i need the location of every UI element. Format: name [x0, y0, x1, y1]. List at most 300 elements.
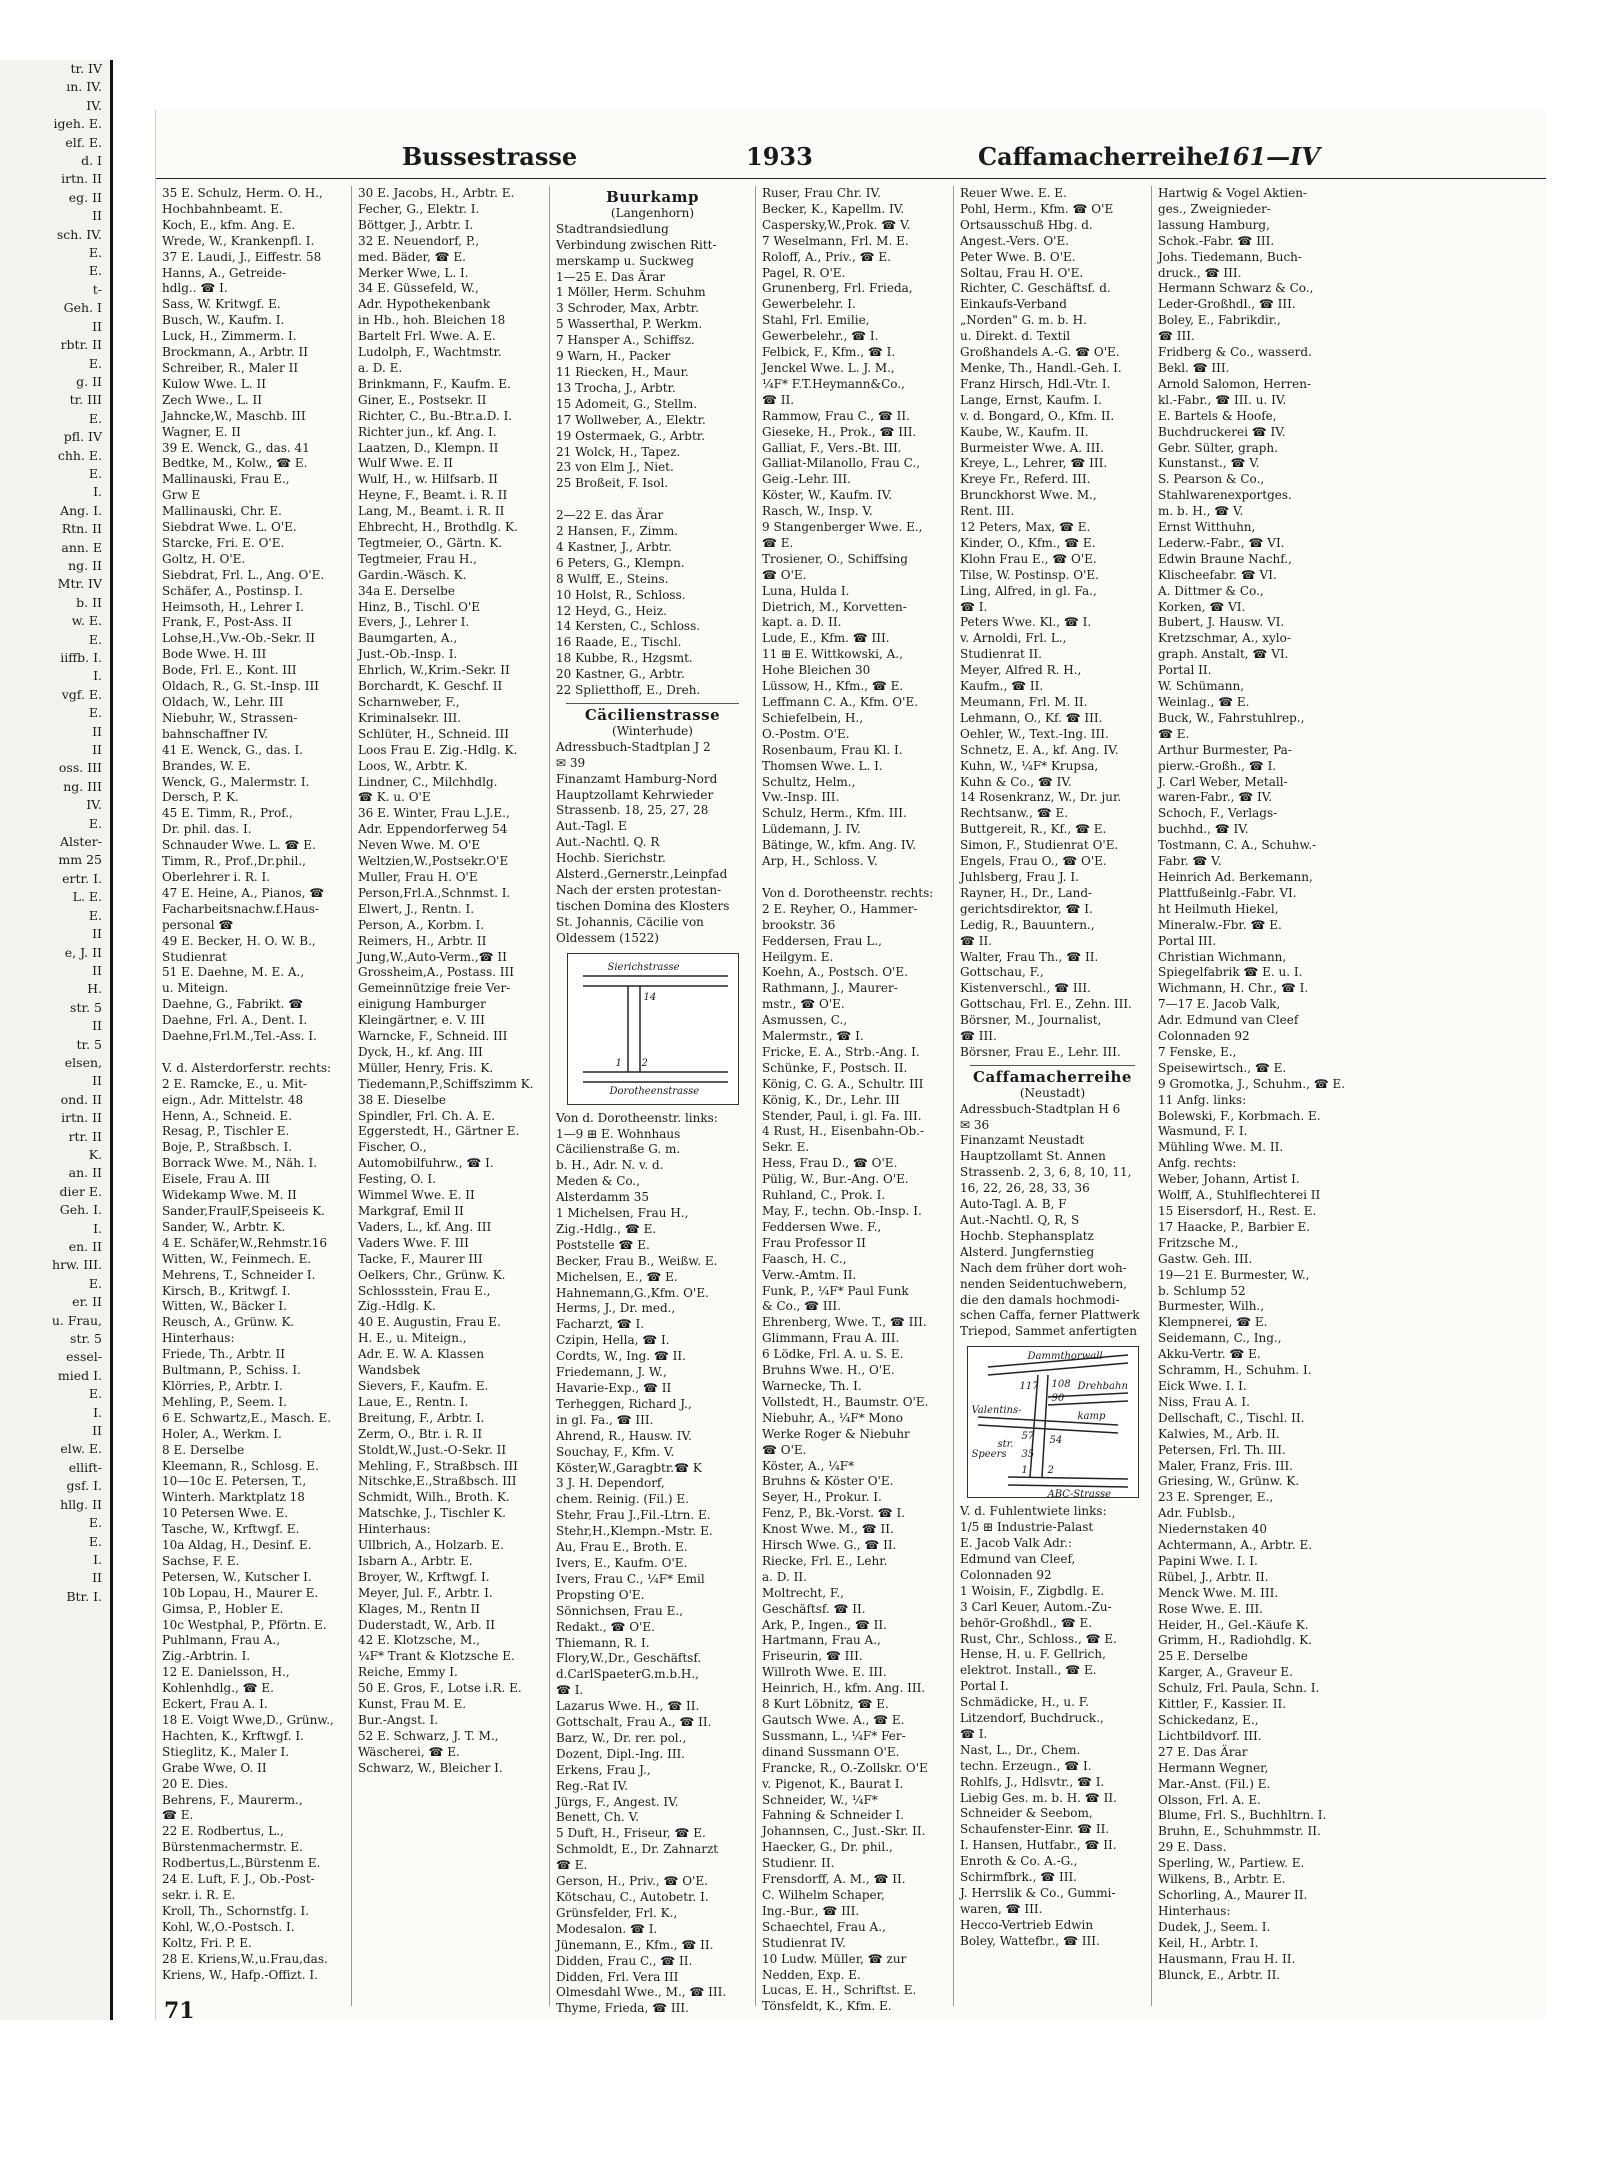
directory-entry: Nach dem früher dort woh- [960, 1260, 1127, 1275]
directory-entry: Frank, F., Post-Ass. II [162, 615, 292, 630]
directory-entry: merskamp u. Suckweg [556, 253, 695, 268]
directory-entry: Portal III. [1158, 933, 1217, 948]
directory-entry: Niss, Frau A. I. [1158, 1394, 1250, 1409]
directory-entry: Borchardt, K. Geschf. II [358, 679, 503, 694]
strip-line: ond. II [60, 1091, 102, 1107]
directory-entry: Kohl, W.,O.-Postsch. I. [162, 1919, 295, 1934]
directory-entry: 2—22 E. das Ärar [556, 508, 664, 523]
directory-entry: Nach der ersten protestan- [556, 882, 722, 897]
directory-entry: 14 Rosenkranz, W., Dr. jur. [960, 790, 1122, 805]
directory-entry: Brunckhorst Wwe. M., [960, 488, 1097, 503]
directory-entry: Hochb. Sierichstr. [556, 851, 666, 866]
directory-entry: Richter, C. Geschäftsf. d. [960, 281, 1111, 296]
directory-entry: Gottschau, F., [960, 965, 1044, 980]
directory-entry: Facharzt, ☎ I. [556, 1317, 645, 1332]
directory-entry: Adr. Fublsb., [1158, 1506, 1236, 1521]
directory-entry: Bruhns Wwe. H., O'E. [762, 1363, 895, 1378]
directory-entry: Francke, R., O.-Zollskr. O'E [762, 1760, 928, 1775]
directory-entry: Boley, E., Fabrikdir., [1158, 313, 1281, 328]
directory-entry: Achtermann, A., Arbtr. E. [1158, 1538, 1313, 1553]
directory-entry: Person, A., Korbm. I. [358, 917, 485, 932]
directory-entry: Colonnaden 92 [960, 1567, 1052, 1582]
directory-entry: Schaufenster-Einr. ☎ II. [960, 1822, 1110, 1837]
directory-entry: Giner, E., Postsekr. II [358, 392, 487, 407]
directory-entry: Rasch, W., Insp. V. [762, 504, 873, 519]
directory-entry: 24 E. Luft, F. J., Ob.-Post- [162, 1872, 315, 1887]
directory-entry: nenden Seidentuchwebern, [960, 1276, 1127, 1291]
directory-entry: behör-Großhdl., ☎ E. [960, 1615, 1093, 1630]
directory-entry: Reusch, A., Grünw. K. [162, 1315, 295, 1330]
directory-entry: Papini Wwe. I. I. [1158, 1553, 1258, 1568]
directory-entry: Grunenberg, Frl. Frieda, [762, 281, 913, 296]
directory-entry: Kreye Fr., Referd. III. [960, 472, 1091, 487]
strip-line: irtn. II [61, 171, 102, 187]
directory-entry: Gastw. Geh. III. [1158, 1251, 1253, 1266]
directory-entry: Korken, ☎ VI. [1158, 599, 1246, 614]
directory-entry: Hausmann, Frau H. II. [1158, 1951, 1296, 1966]
directory-entry: Stoldt,W.,Just.-O-Sekr. II [358, 1442, 507, 1457]
street-district: (Neustadt) [1019, 1085, 1086, 1100]
directory-entry: 16, 22, 26, 28, 33, 36 [960, 1181, 1090, 1196]
directory-entry: V. d. Fuhlentwiete links: [960, 1504, 1107, 1519]
directory-entry: Haecker, G., Dr. phil., [762, 1840, 893, 1855]
strip-line: en. II [68, 1239, 102, 1254]
strip-line: hllg. II [60, 1496, 102, 1512]
strip-line: E. [88, 245, 102, 261]
directory-entry: Tilse, W. Postinsp. O'E. [960, 567, 1099, 582]
directory-entry: 27 E. Das Ärar [1158, 1744, 1248, 1759]
directory-entry: Finanzamt Neustadt [960, 1133, 1085, 1148]
directory-entry: Plattfußeinlg.-Fabr. VI. [1158, 885, 1297, 900]
directory-entry: Tegtmeier, Frau H., [358, 551, 477, 566]
directory-entry: Liebig Ges. m. b. H. ☎ II. [960, 1790, 1117, 1805]
map-label: 54 [1049, 1435, 1063, 1447]
strip-line: Rtn. II [61, 521, 102, 537]
directory-entry: Kreye, L., Lehrer, ☎ III. [960, 456, 1108, 471]
directory-entry: Schaechtel, Frau A., [762, 1919, 886, 1934]
directory-entry: Mallinauski, Frau E., [162, 472, 290, 487]
directory-entry: J. Herrslik & Co., Gummi- [960, 1886, 1116, 1900]
directory-entry: Schwarz, W., Bleicher I. [358, 1760, 503, 1775]
directory-entry: Wolff, A., Stuhlflechterei II [1158, 1188, 1321, 1203]
section-divider [970, 1065, 1135, 1066]
directory-entry: v. d. Bongard, O., Kfm. II. [960, 408, 1115, 423]
directory-entry: Wichmann, H. Chr., ☎ I. [1158, 981, 1309, 996]
directory-entry: 1—25 E. Das Ärar [556, 269, 666, 284]
strip-line: E. [88, 1515, 102, 1531]
directory-entry: Colonnaden 92 [1158, 1029, 1250, 1044]
directory-entry: Rosenbaum, Frau Kl. I. [762, 742, 903, 757]
directory-entry: Hinterhaus: [1158, 1903, 1231, 1918]
strip-line: b. II [76, 594, 102, 610]
directory-entry: H. E., u. Miteign., [358, 1331, 467, 1346]
directory-entry: ges., Zweignieder- [1158, 201, 1271, 216]
directory-entry: 10—10c E. Petersen, T., [162, 1474, 307, 1489]
directory-entry: Gerson, H., Priv., ☎ O'E. [556, 1874, 708, 1889]
directory-entry: Bubert, J. Hausw. VI. [1158, 615, 1285, 630]
directory-entry: Kalwies, M., Arb. II. [1158, 1426, 1280, 1441]
directory-entry: Fenz, P., Bk.-Vorst. ☎ I. [762, 1506, 906, 1521]
directory-entry: Ruhland, C., Prok. I. [762, 1188, 886, 1203]
strip-line: H. [87, 981, 102, 997]
directory-entry: Koltz, Fri. P. E. [162, 1935, 252, 1950]
strip-line: chh. E. [57, 447, 102, 463]
directory-entry: König, K., Dr., Lehr. III [762, 1092, 900, 1107]
directory-entry: Laatzen, D., Klempn. II [358, 440, 499, 455]
directory-entry: Tiedemann,P.,Schiffszimm K. [358, 1076, 534, 1091]
directory-entry: Hachten, K., Krftwgf. I. [162, 1728, 304, 1743]
directory-entry: Menke, Th., Handl.-Geh. I. [960, 360, 1122, 375]
directory-entry: Grünsfelder, Frl. K., [556, 1905, 678, 1920]
map-label: Drehbahn [1077, 1381, 1128, 1393]
strip-line: w. E. [71, 613, 102, 629]
directory-entry: Knost Wwe. M., ☎ II. [762, 1522, 894, 1537]
directory-entry: Malermstr., ☎ I. [762, 1029, 864, 1044]
street-district: (Winterhude) [612, 723, 693, 738]
directory-entry: 28 E. Kriens,W.,u.Frau,das. [162, 1951, 328, 1966]
directory-entry: Kretzschmar, A., xylo- [1158, 631, 1291, 646]
directory-entry: eign., Adr. Mittelstr. 48 [162, 1092, 304, 1107]
directory-entry: Isbarn A., Arbtr. E. [358, 1553, 473, 1568]
strip-line: E. [88, 705, 102, 721]
directory-entry: Sussmann, L., ¼F* Fer- [762, 1728, 906, 1743]
directory-entry: Litzendorf, Buchdruck., [960, 1711, 1104, 1726]
directory-entry: Ing.-Bur., ☎ III. [762, 1903, 860, 1918]
strip-line: eg. II [68, 189, 102, 205]
directory-entry: Wäscherei, ☎ E. [358, 1744, 460, 1759]
directory-entry: Schnetz, E. A., kf. Ang. IV. [960, 742, 1119, 757]
strip-line: E. [88, 1386, 102, 1402]
directory-entry: Adressbuch-Stadtplan J 2 [556, 739, 711, 754]
directory-entry: 23 E. Sprenger, E., [1158, 1490, 1274, 1505]
directory-entry: Juhlsberg, Frau J. I. [960, 869, 1079, 884]
directory-entry: Hermann Schwarz & Co., [1158, 281, 1314, 296]
directory-entry: Hochbahnbeamt. E. [162, 201, 283, 216]
directory-entry: Leder-Großhdl., ☎ III. [1158, 297, 1296, 312]
directory-entry: Gottschalt, Frau A., ☎ II. [556, 1715, 712, 1730]
directory-entry: Portal I. [960, 1679, 1009, 1694]
directory-entry: Evers, J., Lehrer I. [358, 615, 470, 630]
directory-entry: 4 Rust, H., Eisenbahn-Ob.- [762, 1124, 925, 1139]
directory-entry: Koehn, A., Postsch. O'E. [762, 965, 908, 980]
directory-entry: Becker, Frau B., Weißw. E. [556, 1253, 718, 1268]
directory-entry: Weltzien,W.,Postsekr.O'E [358, 854, 509, 869]
directory-entry: Reuer Wwe. E. E. [960, 186, 1067, 200]
directory-entry: Lohse,H.,Vw.-Ob.-Sekr. II [162, 631, 315, 646]
strip-line: mied I. [57, 1367, 102, 1383]
directory-entry: Eggerstedt, H., Gärtner E. [358, 1124, 520, 1139]
directory-entry: Stender, Paul, i. gl. Fa. III. [762, 1108, 922, 1123]
strip-line: mm 25 [58, 852, 102, 868]
directory-entry: 50 E. Gros, F., Lotse i.R. E. [358, 1681, 522, 1696]
strip-line: elw. E. [60, 1441, 102, 1457]
directory-entry: Hauptzollamt St. Annen [960, 1149, 1106, 1164]
directory-entry: Elwert, J., Rentn. I. [358, 901, 475, 916]
directory-entry: druck., ☎ III. [1158, 265, 1242, 280]
directory-entry: 3 Carl Keuer, Autom.-Zu- [960, 1599, 1112, 1614]
strip-line: IV. [86, 797, 102, 813]
directory-entry: 10b Lopau, H., Maurer E. [162, 1585, 319, 1600]
directory-entry: dinand Sussmann O'E. [762, 1744, 900, 1759]
directory-entry: Johs. Tiedemann, Buch- [1158, 249, 1302, 264]
directory-entry: Meyer, Jul. F., Arbtr. I. [358, 1585, 493, 1600]
directory-entry: Adr. E. W. A. Klassen [358, 1347, 485, 1362]
directory-entry: St. Johannis, Cäcilie von [556, 914, 704, 929]
directory-entry: Kulow Wwe. L. II [162, 376, 266, 391]
directory-entry: Wrede, W., Krankenpfl. I. [162, 233, 315, 248]
directory-entry: 15 Adomeit, G., Stellm. [556, 396, 698, 411]
directory-entry: Verw.-Amtm. II. [762, 1267, 857, 1282]
directory-entry: Brinkmann, F., Kaufm. E. [358, 376, 511, 391]
directory-entry: Kaube, W., Kaufm. II. [960, 424, 1089, 439]
directory-entry: Stahl, Frl. Emilie, [762, 313, 870, 328]
directory-entry: 10c Westphal, P., Pförtn. E. [162, 1617, 327, 1632]
strip-line: sch. IV. [56, 226, 102, 242]
map-label: kamp [1077, 1411, 1106, 1423]
adjacent-page-strip [0, 60, 113, 2020]
directory-entry: Heyne, F., Beamt. i. R. II [358, 488, 508, 503]
directory-entry: Klages, M., Rentn II [358, 1601, 480, 1616]
strip-line: E. [88, 631, 102, 647]
directory-entry: Oldach, W., Lehr. III [162, 695, 284, 709]
strip-line: ng. II [68, 557, 102, 573]
directory-entry: 49 E. Becker, H. O. W. B., [162, 933, 316, 948]
map-label: Dammthorwall [1027, 1351, 1103, 1363]
directory-entry: Wulf Wwe. E. II [358, 456, 453, 471]
strip-line: iiffb. I. [60, 650, 102, 665]
directory-entry: Meden & Co., [556, 1174, 641, 1189]
directory-entry: Lange, Ernst, Kaufm. I. [960, 392, 1102, 407]
street-heading: Caffamacherreihe [973, 1067, 1132, 1086]
directory-entry: Willroth Wwe. E. III. [762, 1665, 887, 1680]
directory-entry: lassung Hamburg, [1158, 217, 1270, 232]
directory-entry: 36 E. Winter, Frau L.J.E., [358, 806, 510, 821]
directory-entry: Pohl, Herm., Kfm. ☎ O'E [960, 201, 1114, 216]
directory-entry: Rent. III. [960, 504, 1015, 519]
directory-entry: Auto-Tagl. A. B, F [960, 1197, 1067, 1212]
directory-entry: Köster, W., Kaufm. IV. [762, 488, 893, 503]
directory-entry: Hanns, A., Getreide- [162, 265, 286, 280]
directory-entry: Speisewirtsch., ☎ E. [1158, 1060, 1287, 1075]
directory-entry: Aut.-Nachtl. Q, R, S [960, 1213, 1080, 1227]
directory-entry: Tasche, W., Krftwgf. E. [162, 1522, 300, 1537]
directory-entry: Fischer, O., [358, 1140, 427, 1155]
directory-entry: 12 Heyd, G., Heiz. [556, 603, 667, 618]
caffa-street-map [967, 1346, 1139, 1501]
directory-entry: Niebuhr, W., Strassen- [162, 710, 298, 725]
directory-entry: Adr. Hypothekenbank [358, 297, 491, 312]
directory-entry: Lüssow, H., Kfm., ☎ E. [762, 679, 904, 694]
directory-entry: Dozent, Dipl.-Ing. III. [556, 1746, 686, 1761]
directory-entry: Didden, Frl. Vera III [556, 1969, 679, 1984]
directory-entry: 2 E. Reyher, O., Hammer- [762, 901, 918, 916]
directory-entry: Kriens, W., Hafp.-Offizt. I. [162, 1967, 318, 1982]
directory-entry: ☎ II. [960, 933, 993, 948]
directory-entry: Herms, J., Dr. med., [556, 1301, 676, 1316]
directory-entry: Gottschau, Frl. E., Zehn. III. [960, 997, 1132, 1012]
directory-entry: Faasch, H. C., [762, 1251, 847, 1266]
directory-entry: Felbick, F., Kfm., ☎ I. [762, 345, 896, 360]
directory-entry: 45 E. Timm, R., Prof., [162, 806, 293, 821]
directory-entry: 25 Broßeit, F. Isol. [556, 476, 669, 491]
directory-entry: 1 Woisin, F., Zigbdlg. E. [960, 1583, 1105, 1598]
directory-entry: Dudek, J., Seem. I. [1158, 1919, 1271, 1934]
directory-entry: Kroll, Th., Schornstfg. I. [162, 1903, 310, 1918]
directory-entry: Buck, W., Fahrstuhlrep., [1158, 710, 1305, 725]
strip-line: II [92, 1018, 102, 1034]
cacilien-street-map [567, 953, 739, 1105]
directory-entry: Kirsch, B., Kritwgf. I. [162, 1283, 291, 1298]
directory-entry: 4 Kastner, J., Arbtr. [556, 539, 672, 554]
directory-entry: 7 Weselmann, Frl. M. E. [762, 233, 909, 248]
directory-entry: Schmidt, Wilh., Broth. K. [358, 1490, 510, 1505]
directory-entry: Zech Wwe., L. II [162, 392, 262, 407]
directory-entry: Sperling, W., Partiew. E. [1158, 1856, 1305, 1871]
directory-entry: ☎ E. [162, 1808, 194, 1823]
directory-entry: Winterh. Marktplatz 18 [162, 1490, 305, 1505]
directory-entry: brookstr. 36 [762, 917, 836, 932]
directory-entry: bahnschaffner IV. [162, 726, 269, 741]
map-label: 117 [1019, 1381, 1039, 1393]
street-heading: Cäcilienstrasse [584, 706, 721, 724]
directory-entry: Thyme, Frieda, ☎ III. [556, 2001, 689, 2016]
directory-entry: Sievers, F., Kaufm. E. [358, 1378, 489, 1393]
directory-entry: Menck Wwe. M. III. [1158, 1585, 1279, 1600]
directory-entry: 1 Michelsen, Frau H., [556, 1206, 689, 1221]
directory-entry: Schmoldt, E., Dr. Zahnarzt [556, 1842, 719, 1857]
directory-entry: 11 Riecken, H., Maur. [556, 364, 689, 379]
directory-entry: Schlossstein, Frau E., [358, 1283, 491, 1298]
directory-entry: Rübel, J., Arbtr. II. [1158, 1569, 1269, 1584]
directory-entry: Seidemann, C., Ing., [1158, 1331, 1282, 1346]
strip-line: II [92, 318, 102, 334]
directory-entry: 18 E. Voigt Wwe,D., Grünw., [162, 1713, 334, 1727]
directory-entry: Sass, W. Kritwgf. E. [162, 297, 281, 312]
directory-entry: Kötschau, C., Autobetr. I. [556, 1890, 709, 1904]
directory-entry: C. Wilhelm Schaper, [762, 1887, 885, 1902]
directory-entry: Fecher, G., Elektr. I. [358, 201, 480, 216]
directory-entry: Kuhn & Co., ☎ IV. [960, 774, 1072, 789]
directory-entry: Eick Wwe. I. I. [1158, 1378, 1247, 1393]
directory-entry: Peter Wwe. B. O'E. [960, 249, 1076, 264]
directory-entry: Jung,W.,Auto-Verm.,☎ II [358, 949, 507, 964]
directory-entry: Puhlmann, Frau A., [162, 1633, 281, 1648]
strip-line: IV. [86, 97, 102, 113]
directory-entry: 10 Ludw. Müller, ☎ zur [762, 1951, 907, 1966]
directory-entry: Wulf, H., w. Hilfsarb. II [358, 472, 498, 487]
directory-entry: waren, ☎ III. [960, 1901, 1043, 1916]
directory-entry: tischen Domina des Klosters [556, 898, 730, 913]
directory-entry: Soltau, Frau H. O'E. [960, 265, 1084, 280]
directory-entry: in Hb., hoh. Bleichen 18 [358, 313, 506, 328]
directory-entry: mstr., ☎ O'E. [762, 997, 845, 1012]
directory-entry: ht Heilmuth Hiekel, [1158, 901, 1279, 916]
strip-line: ın. IV. [66, 79, 102, 95]
strip-line: er. II [72, 1294, 102, 1310]
directory-entry: Wenck, G., Malermstr. I. [162, 774, 310, 789]
directory-entry: Oldach, R., G. St.-Insp. III [162, 679, 319, 694]
directory-entry: Schorling, A., Maurer II. [1158, 1887, 1308, 1902]
directory-entry: Schirmfbrk., ☎ III. [960, 1870, 1077, 1885]
directory-entry: 7 Hansper A., Schiffsz. [556, 333, 695, 348]
directory-entry: Kleingärtner, e. V. III [358, 1013, 485, 1028]
directory-entry: Grw E [162, 488, 201, 503]
directory-entry: buchhd., ☎ IV. [1158, 822, 1249, 837]
directory-entry: Feddersen Wwe. F., [762, 1219, 882, 1234]
directory-entry: Fritzsche M., [1158, 1235, 1239, 1250]
directory-entry: Facharbeitsnachw.f.Haus- [162, 901, 319, 916]
directory-entry: 47 E. Heine, A., Pianos, ☎ [162, 885, 325, 900]
directory-entry: Klörries, P., Arbtr. I. [162, 1378, 283, 1393]
directory-entry: „Norden" G. m. b. H. [960, 313, 1087, 328]
directory-entry: v. Arnoldi, Frl. L., [960, 631, 1067, 646]
directory-entry: Ling, Alfred, in gl. Fa., [960, 583, 1097, 598]
directory-entry: Peters Wwe. Kl., ☎ I. [960, 615, 1092, 630]
directory-entry: Ludolph, F., Wachtmstr. [358, 345, 502, 360]
directory-entry: Bolewski, F., Korbmach. E. [1158, 1108, 1321, 1123]
directory-entry: Grossheim,A., Postass. III [358, 965, 514, 980]
directory-entry: S. Pearson & Co., [1158, 472, 1265, 487]
directory-entry: Modesalon. ☎ I. [556, 1921, 658, 1936]
directory-entry: 21 Wolck, H., Tapez. [556, 444, 681, 459]
strip-line: E. [88, 355, 102, 371]
directory-entry: 3 Schroder, Max, Arbtr. [556, 301, 699, 316]
map-label: 108 [1051, 1379, 1071, 1391]
column-6 [1152, 186, 1350, 2006]
directory-entry: Poststelle ☎ E. [556, 1237, 650, 1252]
directory-entry: Holer, A., Werkm. I. [162, 1426, 282, 1441]
directory-entry: Gewerbelehr., ☎ I. [762, 329, 879, 344]
strip-line: e, J. II [64, 944, 102, 960]
column-1 [156, 186, 352, 2006]
directory-entry: Fridberg & Co., wasserd. [1158, 345, 1312, 360]
strip-line: g. II [76, 373, 102, 389]
directory-entry: Hinz, B., Tischl. O'E [358, 599, 481, 614]
directory-entry: elektrot. Install., ☎ E. [960, 1663, 1097, 1678]
directory-entry: A. Dittmer & Co., [1158, 583, 1264, 598]
page-header [156, 138, 1546, 179]
directory-entry: Muller, Frau H. O'E [358, 869, 478, 884]
directory-entry: Schneider & Seebom, [960, 1806, 1093, 1821]
directory-entry: Michelsen, E., ☎ E. [556, 1269, 678, 1284]
directory-entry: Jünemann, E., Kfm., ☎ II. [556, 1937, 714, 1952]
directory-entry: Galliat, F., Vers.-Bt. III. [762, 440, 902, 455]
directory-entry: Müller, Henry, Fris. K. [358, 1060, 494, 1075]
directory-entry: hdlg.. ☎ I. [162, 281, 228, 296]
directory-entry: Person,Frl.A.,Schnmst. I. [358, 885, 511, 900]
directory-entry: kl.-Fabr., ☎ III. u. IV. [1158, 392, 1287, 407]
directory-entry [762, 870, 947, 886]
directory-entry: Siebdrat, Frl. L., Ang. O'E. [162, 567, 325, 582]
directory-entry: Börsner, Frau E., Lehr. III. [960, 1044, 1121, 1059]
directory-entry: kapt. a. D. II. [762, 615, 842, 630]
directory-entry: Busch, W., Kaufm. I. [162, 313, 285, 328]
directory-entry: Engels, Frau O., ☎ O'E. [960, 854, 1107, 869]
directory-entry: Ernst Witthuhn, [1158, 520, 1256, 535]
strip-line: igeh. E. [53, 116, 102, 132]
directory-entry: Resag, P., Tischler E. [162, 1124, 290, 1139]
directory-entry: Roloff, A., Priv., ☎ E. [762, 249, 891, 264]
directory-entry: Friede, Th., Arbtr. II [162, 1347, 286, 1362]
directory-entry: Spindler, Frl. Ch. A. E. [358, 1108, 496, 1123]
directory-entry: Börsner, M., Journalist, [960, 1013, 1102, 1028]
directory-entry: Arthur Burmester, Pa- [1158, 742, 1292, 757]
directory-entry: Vollstedt, H., Baumstr. O'E. [762, 1394, 929, 1409]
strip-line: II [92, 723, 102, 739]
directory-entry: Weinlag., ☎ E. [1158, 695, 1250, 709]
header-street-end: Caffamacherreihe [978, 142, 1219, 171]
directory-entry: 22 Splietthoff, E., Dreh. [556, 683, 701, 698]
